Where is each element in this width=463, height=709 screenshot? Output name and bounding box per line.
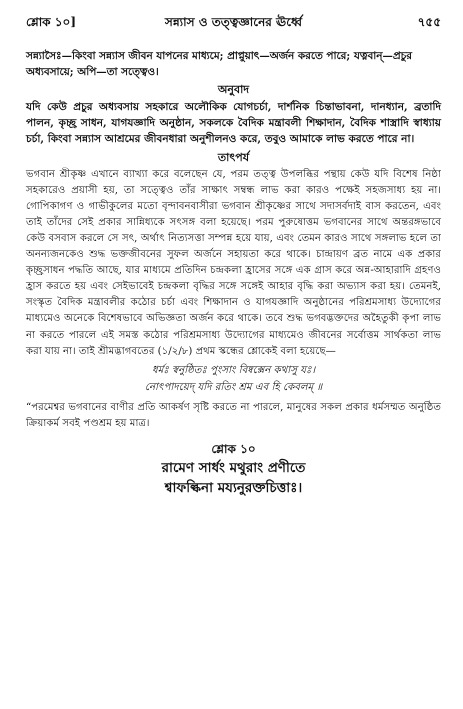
quote-line: নোৎপাদয়েদ্ যদি রতিং শ্রম এব হি কেবলম্ ॥ bbox=[144, 381, 323, 393]
translation-heading: অনুবাদ bbox=[217, 83, 250, 96]
word-synonyms: সন্ন্যাসৈঃ—কিংবা সন্ন্যাস জীবন যাপনের মাধ্যমে; প্রাপ্নুয়াৎ—অর্জন করতে পারে; যত্নবান্—প্রচুর অধ্যবসায়ে; অপি—তা সত্ত্বেও। bbox=[26, 50, 412, 78]
page-number: ৭৫৫ bbox=[417, 15, 441, 29]
verse-number: শ্লোক ১০ bbox=[211, 441, 256, 456]
purport-heading: তাৎপর্য bbox=[217, 150, 250, 164]
translation-text: যদি কেউ প্রচুর অধ্যবসায় সহকারে অলৌকিক যোগচর্চা, দার্শনিক চিন্তাভাবনা, দানধ্যান, ব্রতাদি পালন, কৃচ্ছ্র সাধন, যাগযজ্ঞাদি অনুষ্ঠান, সকলকে বৈদিক মন্ত্রাবলী শিক্ষাদান, বৈদিক শাস্ত্রাদি স্বাধ্যায় চর্চা, কিংবা সন্ন্যাস আশ্রমের জীবনধারা অনুশীলনও করে, তবুও আমাকে লাভ করতে পারে না। bbox=[26, 101, 441, 146]
header-verse-label: শ্লোক ১০] bbox=[26, 15, 77, 29]
quote-translation: “পরমেশ্বর ভগবানের বাণীর প্রতি আকর্ষণ সৃষ্টি করতে না পারলে, মানুষের সকল প্রকার ধর্মসম্মত অনুষ্ঠিত ক্রিয়াকর্ম সবই পণ্ডশ্রম হয় মাত্র। bbox=[26, 401, 441, 429]
verse-line: শ্বাফল্কিনা ময্যনুরক্তচিত্তাঃ। bbox=[164, 479, 303, 496]
quote-line: ধর্মঃ স্বনুষ্ঠিতঃ পুংসাং বিষ্বক্সেন কথাসু যঃ। bbox=[151, 364, 316, 376]
book-page bbox=[26, 14, 441, 702]
sanskrit-quote bbox=[26, 362, 441, 396]
verse-line: রামেণ সার্ধং মথুরাং প্রণীতে bbox=[161, 459, 306, 476]
running-header bbox=[26, 14, 441, 32]
header-chapter-title: সন্ন্যাস ও তত্ত্বজ্ঞানের ঊর্ধ্বে bbox=[164, 15, 303, 29]
purport-text: ভগবান শ্রীকৃষ্ণ এখানে ব্যাখ্যা করে বলেছেন যে, পরম তত্ত্ব উপলব্ধির পন্থায় কেউ যদি বিশেষ নিষ্ঠা সহকারেও প্রয়াসী হয়, তা সত্ত্বেও তাঁর সাক্ষাৎ সম্বন্ধ লাভ করা কারও পক্ষেই সহজসাধ্য হয় না। গোপিকাগণ ও গাভীকুলের মতো বৃন্দাবনবাসীরা ভগবান শ্রীকৃষ্ণের সাথে সদাসর্বদাই বাস করতেন, এবং তাই তাঁদের সেই প্রকার সান্নিধ্যকে সৎসঙ্গ বলা হয়েছে। পরম পুরুষোত্তম ভগবানের সাথে অন্তরঙ্গভাবে কেউ বসবাস করলে সে সৎ, অর্থাৎ নিত্যসত্তা সম্পন্ন হয়ে যায়, এবং তেমন কারও সাথে সঙ্গলাভ হলে তা অনন্যজনকেও শুদ্ধ ভক্তজীবনের সুফল অর্জনে সহায়তা করে থাকে। চান্দ্রায়ণ ব্রত নামে এক প্রকার কৃচ্ছ্রসাধন পদ্ধতি আছে, যার মাধ্যমে প্রতিদিন চন্দ্রকলা হ্রাসের সঙ্গে এক গ্রাস করে অন্ন-আহারাদি গ্রহণও হ্রাস করতে হয় এবং সেইভাবেই চন্দ্রকলা বৃদ্ধির সঙ্গে সঙ্গেই আহার বৃদ্ধি করা অভ্যাস করা হয়। তেমনই, সংস্কৃত বৈদিক মন্ত্রাবলীর কঠোর চর্চা এবং শিক্ষাদান ও যাগযজ্ঞাদি অনুষ্ঠানের পরিশ্রমসাধ্য উদ্যোগের মাধ্যমেও অনেকে বিশেষভাবে অভিজ্ঞতা অর্জন করে থাকে। তবে শুদ্ধ ভগবদ্ভক্তদের অহৈতুকী কৃপা লাভ না করতে পারলে এই সমস্ত কঠোর পরিশ্রমসাধ্য উদ্যোগের মাধ্যমেও জীবনের সর্বোত্তম সার্থকতা লাভ করা যায় না। তাই শ্রীমদ্ভাগবতের (১/২/৮) প্রথম স্কন্ধের শ্লোকেই বলা হয়েছে— bbox=[26, 168, 441, 357]
